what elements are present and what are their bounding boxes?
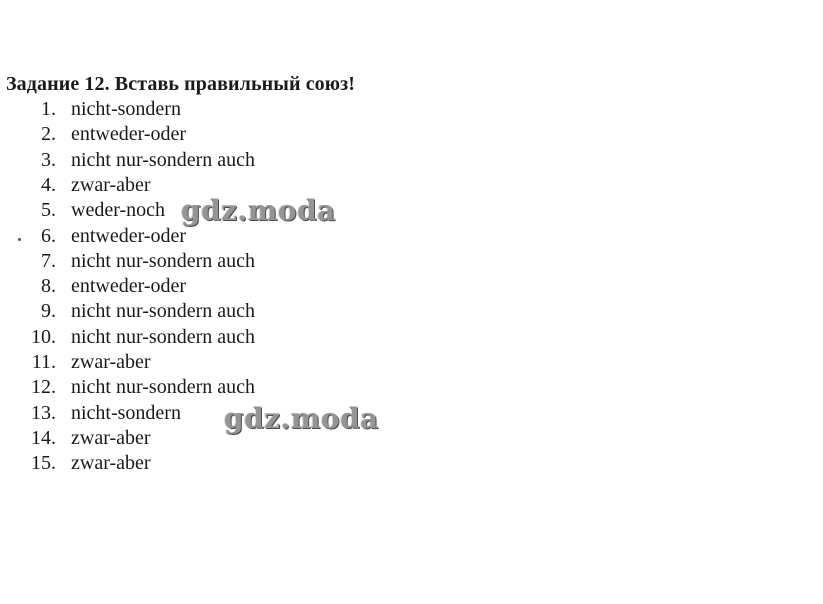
answer-text: zwar-aber xyxy=(71,452,151,475)
answer-text: nicht nur-sondern auch xyxy=(71,376,255,399)
answer-text: zwar-aber xyxy=(71,351,151,373)
answer-text: entweder-oder xyxy=(71,275,187,298)
answer-number: 15. xyxy=(31,452,56,475)
answer-number: 8. xyxy=(41,275,56,298)
answer-text: entweder-oder xyxy=(71,224,187,247)
answer-number: 12. xyxy=(31,376,56,399)
answer-number: 10. xyxy=(31,325,56,348)
answer-text: nicht nur-sondern auch xyxy=(71,148,255,171)
answer-number: 11. xyxy=(31,351,56,373)
scan-speck xyxy=(18,238,21,241)
answer-text: nicht nur-sondern auch xyxy=(71,249,255,272)
answer-text: weder-noch xyxy=(71,199,165,222)
answer-text: nicht-sondern xyxy=(71,98,181,120)
answer-text: zwar-aber xyxy=(71,426,151,449)
answer-text: entweder-oder xyxy=(71,123,187,146)
answer-text: nicht-sondern xyxy=(71,401,181,424)
answer-number: 4. xyxy=(41,173,56,196)
watermark-logo: gdz.moda xyxy=(181,194,336,227)
answer-number: 1. xyxy=(41,98,56,120)
answer-text: zwar-aber xyxy=(71,173,151,196)
answer-text: nicht nur-sondern auch xyxy=(71,325,255,348)
answer-number: 2. xyxy=(41,123,56,146)
answer-number: 9. xyxy=(41,300,56,323)
answer-number: 6. xyxy=(41,224,56,247)
watermark-logo: gdz.moda xyxy=(224,402,379,435)
task-title: Задание 12. Вставь правильный союз! xyxy=(6,73,356,95)
answer-number: 5. xyxy=(41,199,56,222)
answer-number: 14. xyxy=(31,426,56,449)
answer-number: 13. xyxy=(31,401,56,424)
answer-text: nicht nur-sondern auch xyxy=(71,300,255,323)
answer-number: 7. xyxy=(41,249,56,272)
answer-number: 3. xyxy=(41,148,56,171)
